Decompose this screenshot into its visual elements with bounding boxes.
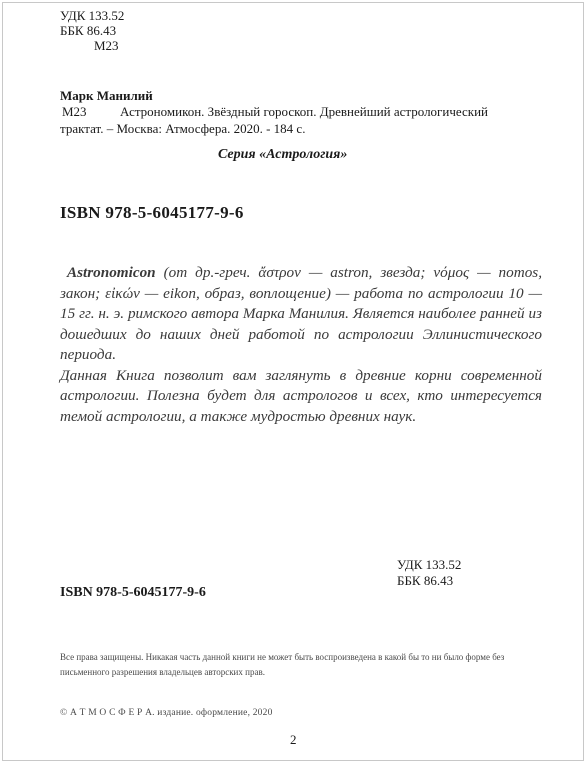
udk-code: УДК 133.52 xyxy=(60,8,125,23)
abstract-text-1: (от др.-греч. ἄστρον — astron, звезда; νόμος — nomos, закон; εἰκών — eikon, образ, воплощение) — работа по астрологии 10 — 15 гг. н. э. римского автора Марка Манилия. Является наиболее ранней из дошедших до наших дней работой по астрологии Эллинистического периода. xyxy=(60,264,542,363)
series-title: Серия «Астрология» xyxy=(218,147,348,162)
bbk-code-bottom: ББК 86.43 xyxy=(397,573,454,588)
udk-block-bottom xyxy=(397,557,461,589)
catalog-author-mark: М23 xyxy=(62,104,87,119)
author-mark: М23 xyxy=(94,38,119,53)
abstract-paragraph-2: Данная Книга позволит вам заглянуть в древние корни современной астрологии. Полезна будет для астрологов и всех, кто интересуется темой астрологии, а также мудростью древних наук. xyxy=(60,366,542,425)
udk-block-top xyxy=(60,8,124,53)
abstract-paragraph-1 xyxy=(60,263,542,366)
page-number: 2 xyxy=(290,732,297,747)
catalog-description-line2: трактат. – Москва: Атмосфера. 2020. - 184 с. xyxy=(60,121,306,136)
abstract xyxy=(60,263,542,427)
bbk-code: ББК 86.43 xyxy=(60,23,117,38)
catalog-author: Марк Манилий xyxy=(60,88,153,103)
catalog-description-line1: Астрономикон. Звёздный гороскоп. Древнейший астрологический xyxy=(120,104,488,119)
abstract-title: Astronomicon xyxy=(67,264,156,281)
isbn-footer: ISBN 978-5-6045177-9-6 xyxy=(60,585,206,600)
copyright-line: © А Т М О С Ф Е Р А. издание. оформление, 2020 xyxy=(60,708,273,718)
isbn-main: ISBN 978-5-6045177-9-6 xyxy=(60,203,244,222)
udk-code-bottom: УДК 133.52 xyxy=(397,557,462,572)
rights-notice: Все права защищены. Никакая часть данной книги не может быть воспроизведена в какой бы то ни было форме без письменного разрешения владельцев авторских прав. xyxy=(60,652,505,677)
